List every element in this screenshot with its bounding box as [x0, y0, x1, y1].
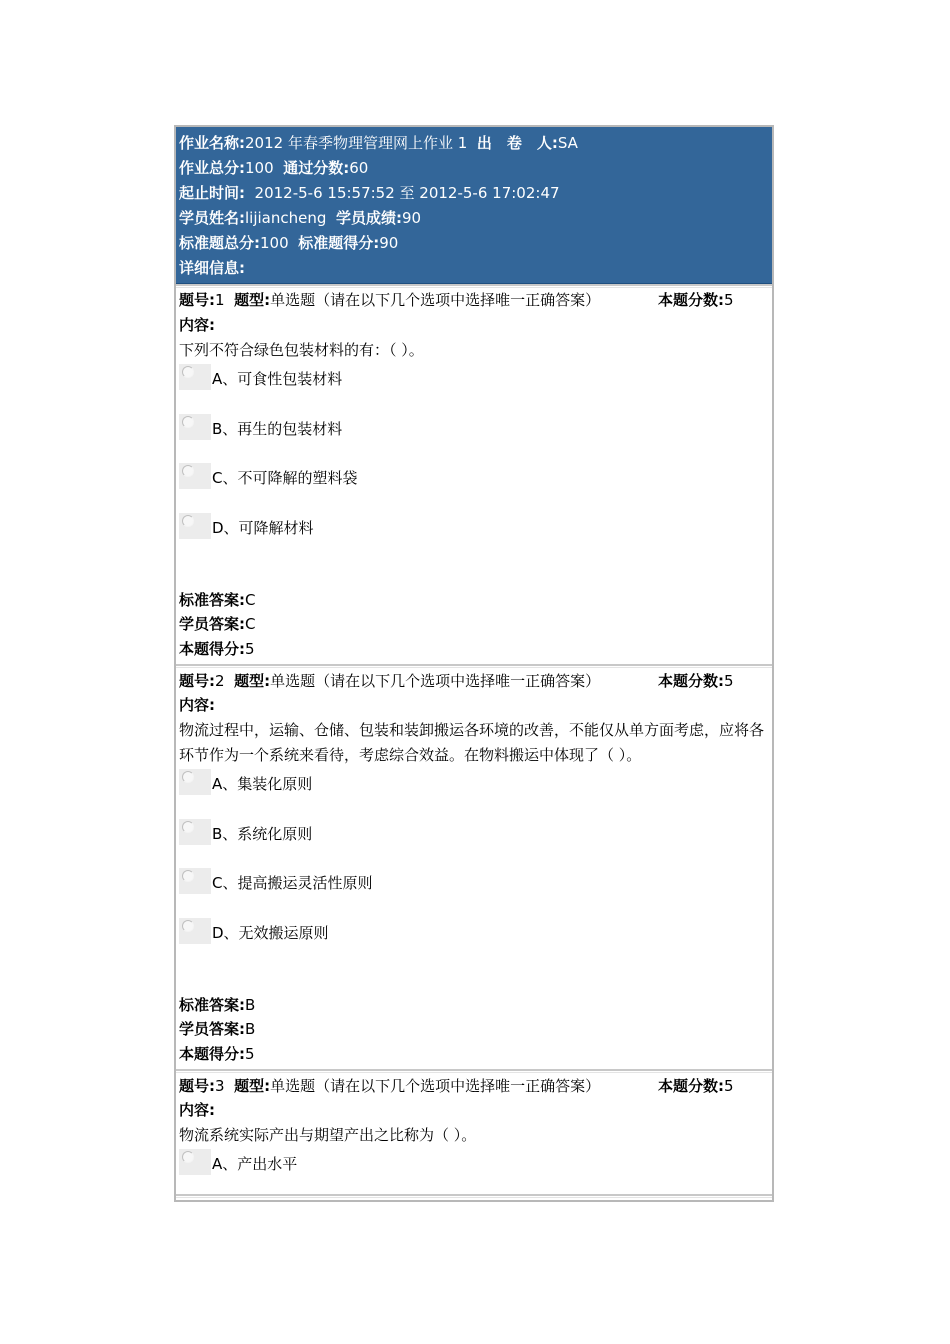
radio-button[interactable] — [179, 463, 211, 489]
question-2-option-c[interactable]: C、提高搬运灵活性原则 — [179, 868, 579, 898]
radio-button[interactable] — [179, 769, 211, 795]
question-1-option-a[interactable]: A、可食性包装材料 — [179, 364, 579, 394]
question-1-got-score: 本题得分:5 — [179, 640, 255, 658]
question-1-option-b[interactable]: B、再生的包装材料 — [179, 414, 579, 444]
question-2-student-answer: 学员答案:B — [179, 1020, 256, 1038]
question-1-meta: 题号:1 题型:单选题（请在以下几个选项中选择唯一正确答案） — [179, 291, 601, 309]
question-separator — [176, 284, 772, 288]
question-1-student-answer: 学员答案:C — [179, 615, 256, 633]
question-2-standard-answer: 标准答案:B — [179, 996, 256, 1014]
question-3-meta: 题号:3 题型:单选题（请在以下几个选项中选择唯一正确答案） — [179, 1077, 601, 1095]
radio-button[interactable] — [179, 918, 211, 944]
detail-label: 详细信息: — [179, 259, 245, 277]
question-3-score: 本题分数:5 — [658, 1077, 734, 1095]
radio-circle-icon — [182, 771, 194, 783]
homework-name-row: 作业名称:2012 年春季物理管理网上作业 1 出 卷 人:SA — [179, 134, 578, 152]
question-2-score: 本题分数:5 — [658, 672, 734, 690]
radio-button[interactable] — [179, 819, 211, 845]
question-2-option-b[interactable]: B、系统化原则 — [179, 819, 579, 849]
question-separator — [176, 664, 772, 668]
question-separator — [176, 1069, 772, 1073]
question-1-content: 下列不符合绿色包装材料的有：（ ）。 — [179, 341, 424, 359]
question-2-meta: 题号:2 题型:单选题（请在以下几个选项中选择唯一正确答案） — [179, 672, 601, 690]
question-separator — [176, 1194, 772, 1198]
question-1-content-label: 内容: — [179, 316, 215, 334]
radio-button[interactable] — [179, 414, 211, 440]
radio-circle-icon — [182, 870, 194, 882]
standard-score-row: 标准题总分:100 标准题得分:90 — [179, 234, 399, 252]
radio-circle-icon — [182, 515, 194, 527]
question-2-content: 物流过程中，运输、仓储、包装和装卸搬运各环境的改善，不能仅从单方面考虑，应将各环节作为一个系统来看待，考虑综合效益。在物料搬运中体现了（ ）。 — [179, 721, 765, 764]
question-2-option-d[interactable]: D、无效搬运原则 — [179, 918, 579, 948]
radio-circle-icon — [182, 821, 194, 833]
student-row: 学员姓名:lijiancheng 学员成绩:90 — [179, 209, 422, 227]
radio-circle-icon — [182, 465, 194, 477]
question-2-got-score: 本题得分:5 — [179, 1045, 255, 1063]
radio-button[interactable] — [179, 513, 211, 539]
question-1-score: 本题分数:5 — [658, 291, 734, 309]
question-3-option-a[interactable]: A、产出水平 — [179, 1149, 579, 1179]
question-3-content: 物流系统实际产出与期望产出之比称为（ ）。 — [179, 1126, 477, 1144]
radio-button[interactable] — [179, 364, 211, 390]
question-2-option-a[interactable]: A、集装化原则 — [179, 769, 579, 799]
radio-circle-icon — [182, 1151, 194, 1163]
homework-score-row: 作业总分:100 通过分数:60 — [179, 159, 369, 177]
radio-button[interactable] — [179, 1149, 211, 1175]
question-1-option-c[interactable]: C、不可降解的塑料袋 — [179, 463, 579, 493]
radio-button[interactable] — [179, 868, 211, 894]
radio-circle-icon — [182, 920, 194, 932]
homework-time-row: 起止时间: 2012-5-6 15:57:52 至 2012-5-6 17:02:47 — [179, 184, 560, 202]
question-2-content-label: 内容: — [179, 696, 215, 714]
question-1-standard-answer: 标准答案:C — [179, 591, 256, 609]
question-3-content-label: 内容: — [179, 1101, 215, 1119]
radio-circle-icon — [182, 366, 194, 378]
radio-circle-icon — [182, 416, 194, 428]
homework-info-header — [176, 127, 772, 284]
question-1-option-d[interactable]: D、可降解材料 — [179, 513, 579, 543]
homework-result-frame — [174, 125, 774, 1202]
